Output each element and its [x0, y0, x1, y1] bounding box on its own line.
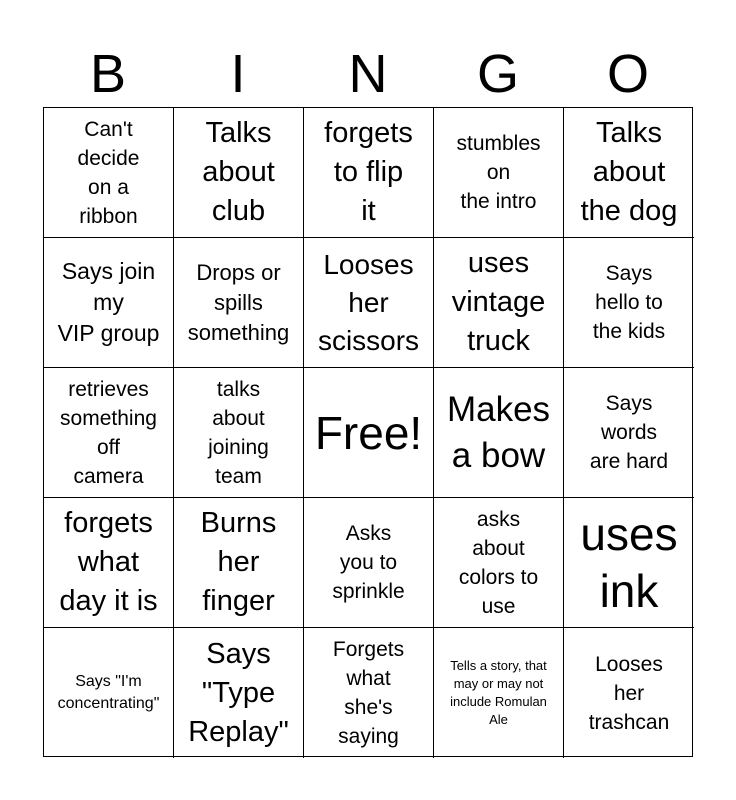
bingo-cell[interactable]	[44, 368, 174, 498]
cell-text: uses ink	[580, 507, 678, 617]
bingo-cell[interactable]	[174, 498, 304, 628]
cell-text: Can't decide on a ribbon	[77, 117, 140, 228]
bingo-cell[interactable]	[434, 238, 564, 368]
cell-text: asks about colors to use	[458, 507, 539, 618]
bingo-cell[interactable]	[174, 108, 304, 238]
cell-text: Looses her trashcan	[588, 652, 670, 734]
bingo-cell[interactable]	[304, 108, 434, 238]
bingo-cell[interactable]	[44, 498, 174, 628]
cell-text: Talks about club	[202, 117, 275, 227]
cell-text: Drops or spills something	[187, 259, 290, 345]
bingo-cell[interactable]	[304, 628, 434, 758]
bingo-cell[interactable]	[174, 238, 304, 368]
free-space-text: Free!	[314, 406, 423, 459]
bingo-cell[interactable]	[564, 108, 694, 238]
cell-text: Says "I'm concentrating"	[57, 673, 160, 712]
cell-text: forgets what day it is	[59, 507, 158, 617]
bingo-cell[interactable]	[564, 238, 694, 368]
header-letter-o: O	[606, 44, 649, 104]
header-letter-b: B	[89, 44, 127, 104]
cell-text: Talks about the dog	[580, 117, 678, 227]
cell-text: Makes a bow	[446, 389, 551, 475]
cell-text: Looses her scissors	[317, 248, 420, 356]
cell-text: Forgets what she's saying	[332, 638, 405, 748]
header-letter-i: I	[230, 44, 246, 104]
cell-text: stumbles on the intro	[456, 132, 541, 213]
bingo-board	[43, 107, 693, 757]
bingo-cell[interactable]	[44, 108, 174, 238]
bingo-cell[interactable]	[304, 238, 434, 368]
bingo-cell[interactable]	[174, 368, 304, 498]
cell-text: retrieves something off camera	[60, 377, 157, 488]
header-letter-g: G	[476, 44, 519, 104]
bingo-cell[interactable]	[434, 498, 564, 628]
bingo-cell[interactable]	[564, 628, 694, 758]
cell-text: Burns her finger	[200, 507, 277, 617]
bingo-cell[interactable]	[304, 498, 434, 628]
cell-text: Says hello to the kids	[592, 262, 666, 343]
bingo-cell[interactable]	[44, 238, 174, 368]
cell-text: Says join my VIP group	[57, 258, 160, 346]
bingo-cell[interactable]	[434, 628, 564, 758]
cell-text: Tells a story, that may or may not include Romulan Ale	[450, 658, 547, 727]
bingo-cell[interactable]	[564, 368, 694, 498]
bingo-header	[43, 40, 693, 108]
bingo-cell[interactable]	[44, 628, 174, 758]
bingo-cell-free[interactable]	[304, 368, 434, 498]
bingo-cell[interactable]	[174, 628, 304, 758]
bingo-cell[interactable]	[564, 498, 694, 628]
header-letter-n: N	[348, 44, 388, 104]
bingo-cell[interactable]	[434, 108, 564, 238]
cell-text: Asks you to sprinkle	[332, 522, 405, 603]
cell-text: Says words are hard	[589, 392, 669, 473]
cell-text: talks about joining team	[208, 377, 269, 488]
cell-text: Says "Type Replay"	[188, 637, 289, 748]
bingo-cell[interactable]	[434, 368, 564, 498]
cell-text: uses vintage truck	[451, 247, 546, 357]
cell-text: forgets to flip it	[324, 117, 413, 227]
